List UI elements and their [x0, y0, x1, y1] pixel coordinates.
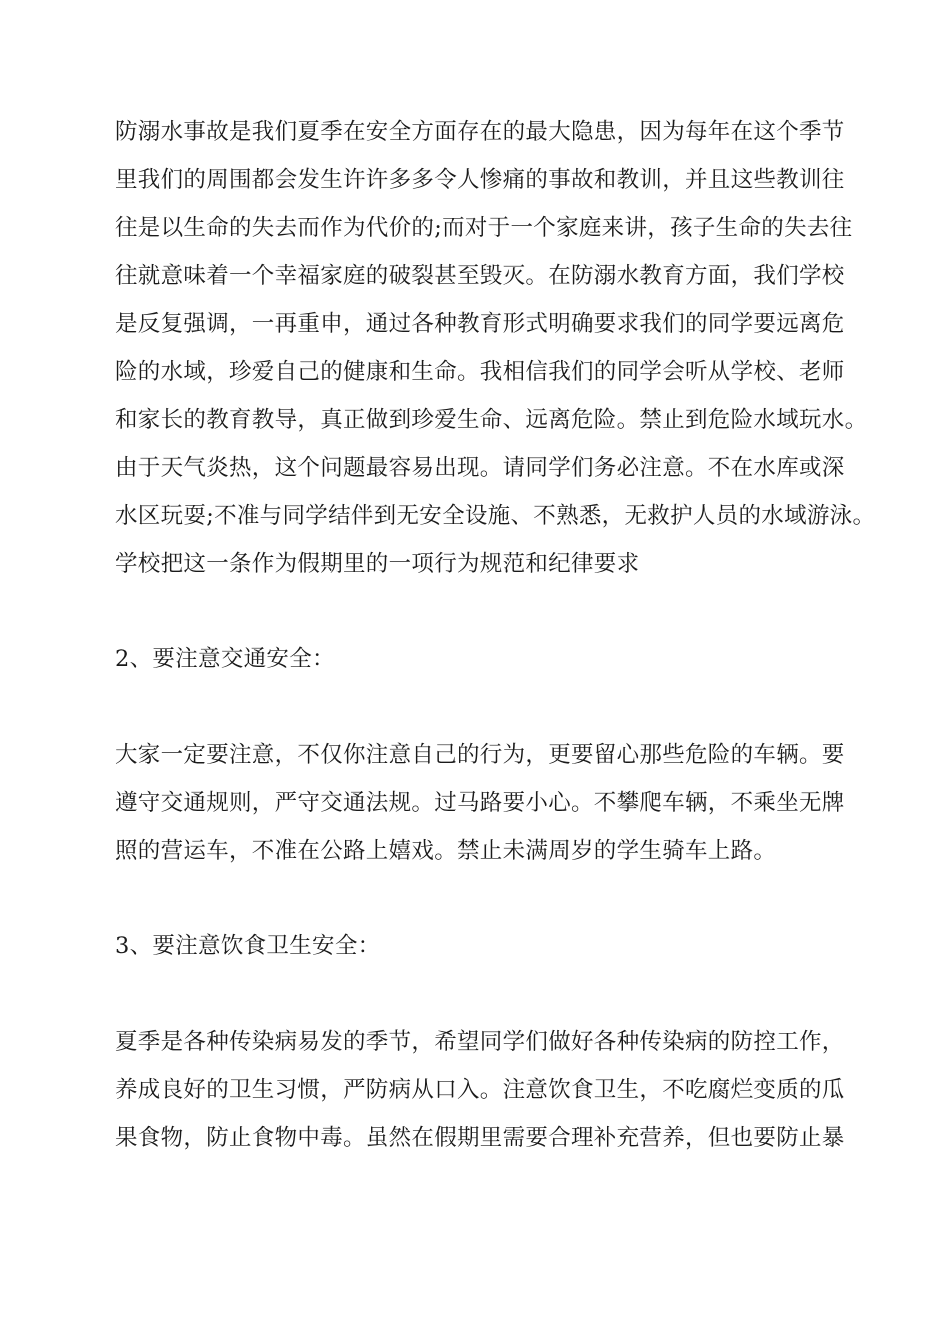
paragraph-2-line-3: 照的营运车，不准在公路上嬉戏。禁止未满周岁的学生骑车上路。: [115, 838, 777, 864]
paragraph-1-line-8: 由于天气炎热，这个问题最容易出现。请同学们务必注意。不在水库或深: [115, 455, 845, 481]
paragraph-1-line-10: 学校把这一条作为假期里的一项行为规范和纪律要求: [115, 551, 640, 577]
paragraph-1-line-1: 防溺水事故是我们夏季在安全方面存在的最大隐患，因为每年在这个季节: [115, 119, 845, 145]
paragraph-1-line-3: 往是以生命的失去而作为代价的;而对于一个家庭来讲，孩子生命的失去往: [115, 215, 853, 241]
section-heading-food: 3、要注意饮食卫生安全：: [115, 933, 381, 959]
paragraph-3-line-3: 果食物，防止食物中毒。虽然在假期里需要合理补充营养，但也要防止暴: [115, 1125, 845, 1151]
paragraph-3-line-2: 养成良好的卫生习惯，严防病从口入。注意饮食卫生，不吃腐烂变质的瓜: [115, 1077, 845, 1103]
paragraph-1-line-5: 是反复强调，一再重申，通过各种教育形式明确要求我们的同学要远离危: [115, 311, 845, 337]
paragraph-1-line-6: 险的水域，珍爱自己的健康和生命。我相信我们的同学会听从学校、老师: [115, 359, 845, 385]
paragraph-3-line-1: 夏季是各种传染病易发的季节，希望同学们做好各种传染病的防控工作，: [115, 1029, 845, 1055]
section-heading-traffic: 2、要注意交通安全：: [115, 646, 335, 672]
paragraph-1-line-7: 和家长的教育教导，真正做到珍爱生命、远离危险。禁止到危险水域玩水。: [115, 407, 868, 433]
paragraph-2-line-1: 大家一定要注意，不仅你注意自己的行为，更要留心那些危险的车辆。要: [115, 742, 845, 768]
paragraph-1-line-2: 里我们的周围都会发生许许多多令人惨痛的事故和教训，并且这些教训往: [115, 167, 845, 193]
paragraph-1-line-4: 往就意味着一个幸福家庭的破裂甚至毁灭。在防溺水教育方面，我们学校: [115, 263, 845, 289]
paragraph-1-line-9: 水区玩耍;不准与同学结伴到无安全设施、不熟悉，无救护人员的水域游泳。: [115, 503, 876, 529]
paragraph-2-line-2: 遵守交通规则，严守交通法规。过马路要小心。不攀爬车辆，不乘坐无牌: [115, 790, 845, 816]
